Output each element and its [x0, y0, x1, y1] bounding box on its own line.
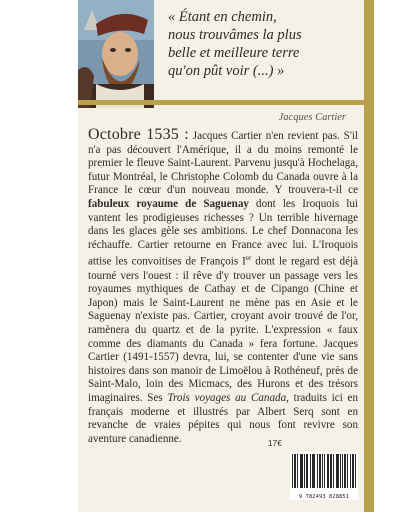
blurb-part-4: , traduits ici en français moderne et illustrés par Albert Serq sont en revanche de vraies pépites qui nous font revivre son aventure canadienne. [88, 391, 359, 445]
price-label: 17€ [267, 438, 282, 448]
jacques-cartier-portrait [78, 0, 154, 108]
quote-line-4: qu'on pût voir (...) » [168, 63, 285, 79]
blurb-lead: Octobre 1535 : [88, 126, 189, 143]
blurb-part-1: Jacques Cartier n'en revient pas. S'il n'a pas découvert l'Amérique, il a du moins remonté le premier le fleuve Saint-Laurent. Parvenu jusqu'à Hochelaga, futur Montréal, le Christophe Colomb du Canada ouvre à la France le cœur d'un nouveau monde. Y trouvera-t-il ce [88, 130, 358, 197]
blurb-part-2: dont les Iroquois lui vantent les prodigieuses richesses ? Un terrible hivernage dans les glaces gèle ses ambitions. Le chef Donnacona les réchauffe. Cartier retourne en France avec lui. L'Iroquois attise les convoitises de François I [88, 197, 358, 269]
blurb-text [88, 128, 358, 446]
blurb-superscript: er [245, 254, 252, 263]
quote-line-2: nous trouvâmes la plus [168, 27, 302, 43]
gold-divider [78, 100, 364, 105]
blurb-part-3: dont le regard est déjà tourné vers l'ouest : il rêve d'y trouver un passage vers les royaumes mythiques de Cathay et de Cipango (Chine et Japon) mais le Saint-Laurent ne mène pas en Asie et le Saguenay n'existe pas. Cartier, croyant avoir trouvé de l'or, ramènera du quartz et de la pyrite. L'expression « faux comme des diamants du Canada » fera fortune. Jacques Cartier (1491-1557) devra, lui, se contenter d'une vie sans histoires dans son manoir de Limoëlou à Rothéneuf, près de Saint-Malo, loin des Micmacs, des Hurons et des trésors imaginaires. Ses [88, 256, 359, 404]
isbn-barcode [290, 452, 358, 500]
blurb-italic-title: Trois voyages au Canada [167, 391, 287, 404]
gold-spine-edge [364, 0, 374, 512]
blurb-bold-phrase: fabuleux royaume de Saguenay [88, 197, 249, 210]
back-cover [78, 0, 364, 512]
epigraph-quote [168, 8, 356, 80]
quote-attribution: Jacques Cartier [278, 112, 346, 123]
quote-line-1: « Étant en chemin, [168, 9, 277, 25]
quote-line-3: belle et meilleure terre [168, 45, 300, 61]
isbn-number: 9 782493 828851 [298, 494, 350, 500]
